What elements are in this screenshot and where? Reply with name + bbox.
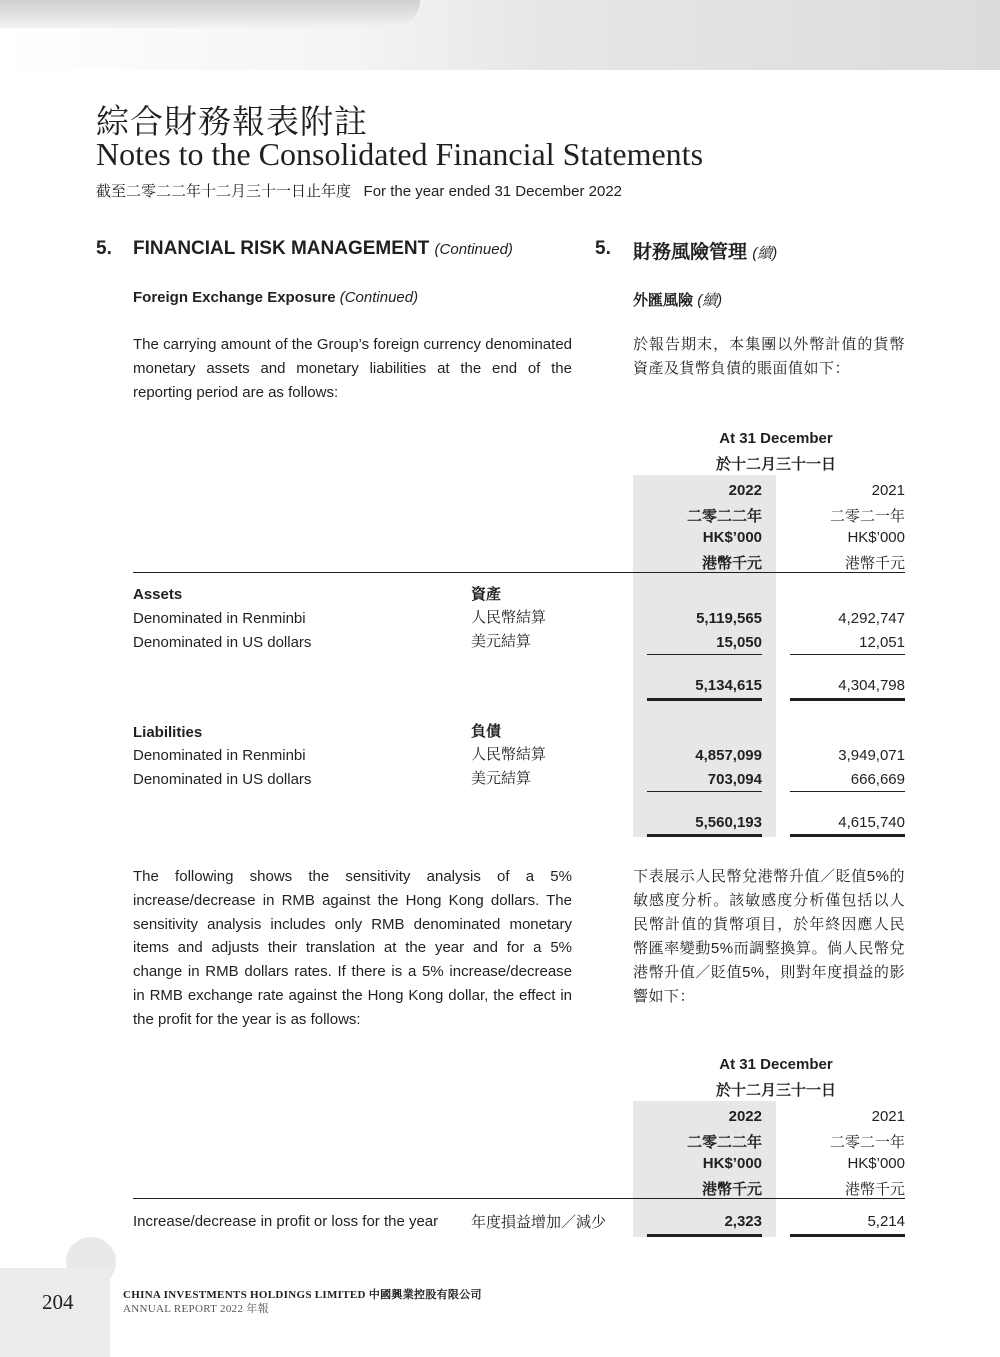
assets-row-rmb-zh: 人民幣結算 bbox=[471, 609, 547, 626]
assets-row-usd-zh: 美元結算 bbox=[471, 633, 532, 650]
table1-date-zh: 於十二月三十一日 bbox=[715, 456, 836, 473]
subsection-title-en bbox=[133, 289, 418, 306]
liabilities-total-rule-2021 bbox=[790, 834, 905, 837]
liabilities-total-rule-2022 bbox=[647, 834, 762, 837]
table1-col2-year: 2021 bbox=[871, 482, 905, 499]
intro-paragraph-en: The carrying amount of the Group’s foreign currency denominated monetary assets and monetary liabilities at the end of the reporting period are as follows: bbox=[133, 336, 572, 401]
assets-total-2022: 5,134,615 bbox=[695, 677, 762, 694]
liabilities-rmb-2021: 3,949,071 bbox=[838, 747, 905, 764]
assets-total-rule-2022 bbox=[647, 698, 762, 701]
table2-col2-unit-zh: 港幣千元 bbox=[844, 1181, 905, 1198]
assets-label-en: Assets bbox=[133, 586, 183, 603]
assets-total-2021: 4,304,798 bbox=[838, 677, 905, 694]
table2-col2-year-zh: 二零二一年 bbox=[829, 1134, 905, 1151]
table1-col2-year-zh: 二零二一年 bbox=[829, 508, 905, 525]
subsection-title-zh-text: 外匯風險 bbox=[633, 292, 694, 309]
table1-col1-unit: HK$’000 bbox=[702, 529, 762, 546]
subsection-continued-zh: (續) bbox=[697, 292, 723, 309]
liabilities-usd-2022: 703,094 bbox=[707, 771, 762, 788]
profit-row-en: Increase/decrease in profit or loss for the year bbox=[133, 1213, 439, 1230]
section-continued-zh: (續) bbox=[752, 245, 778, 262]
table2-col1-year: 2022 bbox=[728, 1108, 762, 1125]
intro-paragraph-zh: 於報告期末，本集團以外幣計值的貨幣資產及貨幣負債的賬面值如下： bbox=[633, 336, 905, 377]
table2-header-rule bbox=[133, 1198, 905, 1199]
profit-total-rule-2022 bbox=[647, 1234, 762, 1237]
sensitivity-paragraph-zh: 下表展示人民幣兌港幣升值／貶值5%的敏感度分析。該敏感度分析僅包括以人民幣計值的貨幣項目，於年終因應人民幣匯率變動5%而調整換算。倘人民幣兌港幣升值／貶值5%，則對年度損益的影響如下： bbox=[633, 868, 905, 1005]
liabilities-total-2022: 5,560,193 bbox=[695, 814, 762, 831]
section-number-en: 5. bbox=[96, 238, 112, 259]
liabilities-row-usd-en: Denominated in US dollars bbox=[133, 771, 312, 788]
section-title-en bbox=[133, 238, 513, 260]
table2-col1-unit-zh: 港幣千元 bbox=[701, 1181, 762, 1198]
subsection-title-en-text: Foreign Exchange Exposure bbox=[133, 289, 336, 306]
page-subtitle bbox=[96, 180, 622, 201]
table1-col1-unit-zh: 港幣千元 bbox=[701, 555, 762, 572]
liabilities-usd-2021: 666,669 bbox=[850, 771, 905, 788]
table2-col2-year: 2021 bbox=[871, 1108, 905, 1125]
profit-2022: 2,323 bbox=[724, 1213, 762, 1230]
page-number: 204 bbox=[42, 1290, 74, 1314]
liabilities-row-rmb-zh: 人民幣結算 bbox=[471, 746, 547, 763]
profit-2021: 5,214 bbox=[867, 1213, 905, 1230]
table1-col2-unit-zh: 港幣千元 bbox=[844, 555, 905, 572]
subsection-continued-en: (Continued) bbox=[339, 289, 419, 306]
table2-col2-unit: HK$’000 bbox=[847, 1155, 905, 1172]
page-header-band bbox=[0, 0, 1000, 70]
assets-row-usd-en: Denominated in US dollars bbox=[133, 634, 312, 651]
page-title-zh: 綜合財務報表附註 bbox=[96, 102, 368, 141]
assets-label-zh: 資產 bbox=[471, 586, 502, 603]
assets-usd-2021: 12,051 bbox=[859, 634, 905, 651]
liabilities-row-usd-zh: 美元結算 bbox=[471, 770, 532, 787]
table1-date-en: At 31 December bbox=[719, 430, 833, 447]
liabilities-total-2021: 4,615,740 bbox=[838, 814, 905, 831]
liabilities-label-en: Liabilities bbox=[133, 724, 203, 741]
profit-total-rule-2021 bbox=[790, 1234, 905, 1237]
assets-rmb-2022: 5,119,565 bbox=[696, 610, 762, 627]
table1-col1-year: 2022 bbox=[728, 482, 762, 499]
table1-col2-unit: HK$’000 bbox=[847, 529, 905, 546]
footer-company: CHINA INVESTMENTS HOLDINGS LIMITED 中國興業控股有限公司 bbox=[123, 1289, 482, 1301]
footer-report: ANNUAL REPORT 2022 年報 bbox=[123, 1303, 269, 1315]
section-title-zh bbox=[633, 237, 777, 264]
assets-subtotal-rule-2021 bbox=[790, 654, 905, 655]
page-title-en: Notes to the Consolidated Financial Statements bbox=[96, 136, 704, 172]
profit-row-zh: 年度損益增加／減少 bbox=[471, 1214, 607, 1231]
subtitle-en: For the year ended 31 December 2022 bbox=[363, 183, 623, 200]
subtitle-zh: 截至二零二二年十二月三十一日止年度 bbox=[96, 183, 352, 200]
table2-col1-year-zh: 二零二二年 bbox=[686, 1134, 762, 1151]
table1-col1-year-zh: 二零二二年 bbox=[686, 508, 762, 525]
assets-subtotal-rule-2022 bbox=[647, 654, 762, 655]
section-title-zh-text: 財務風險管理 bbox=[633, 242, 748, 263]
section-number-zh: 5. bbox=[595, 238, 611, 259]
assets-rmb-2021: 4,292,747 bbox=[838, 610, 905, 627]
subsection-title-zh bbox=[633, 289, 722, 310]
assets-total-rule-2021 bbox=[790, 698, 905, 701]
table1-header-rule bbox=[133, 572, 905, 573]
liabilities-label-zh: 負債 bbox=[471, 723, 502, 740]
liabilities-row-rmb-en: Denominated in Renminbi bbox=[133, 747, 306, 764]
table2-date-zh: 於十二月三十一日 bbox=[715, 1082, 836, 1099]
section-continued-en: (Continued) bbox=[434, 241, 513, 258]
liabilities-subtotal-rule-2021 bbox=[790, 791, 905, 792]
liabilities-rmb-2022: 4,857,099 bbox=[695, 747, 762, 764]
assets-row-rmb-en: Denominated in Renminbi bbox=[133, 610, 306, 627]
table2-col1-unit: HK$’000 bbox=[702, 1155, 762, 1172]
assets-usd-2022: 15,050 bbox=[716, 634, 762, 651]
sensitivity-paragraph-en: The following shows the sensitivity analysis of a 5% increase/decrease in RMB against the Hong Kong dollars. The sensitivity analysis includes only RMB denominated monetary items and adjusts their translation at the year and for a 5% change in RMB dollars rates. If there is a 5% increase/decrease in RMB exchange rate against the Hong Kong dollar, the effect in the profit for the year is as follows: bbox=[133, 868, 572, 1028]
liabilities-subtotal-rule-2022 bbox=[647, 791, 762, 792]
table2-date-en: At 31 December bbox=[719, 1056, 833, 1073]
section-title-en-text: FINANCIAL RISK MANAGEMENT bbox=[133, 238, 430, 259]
